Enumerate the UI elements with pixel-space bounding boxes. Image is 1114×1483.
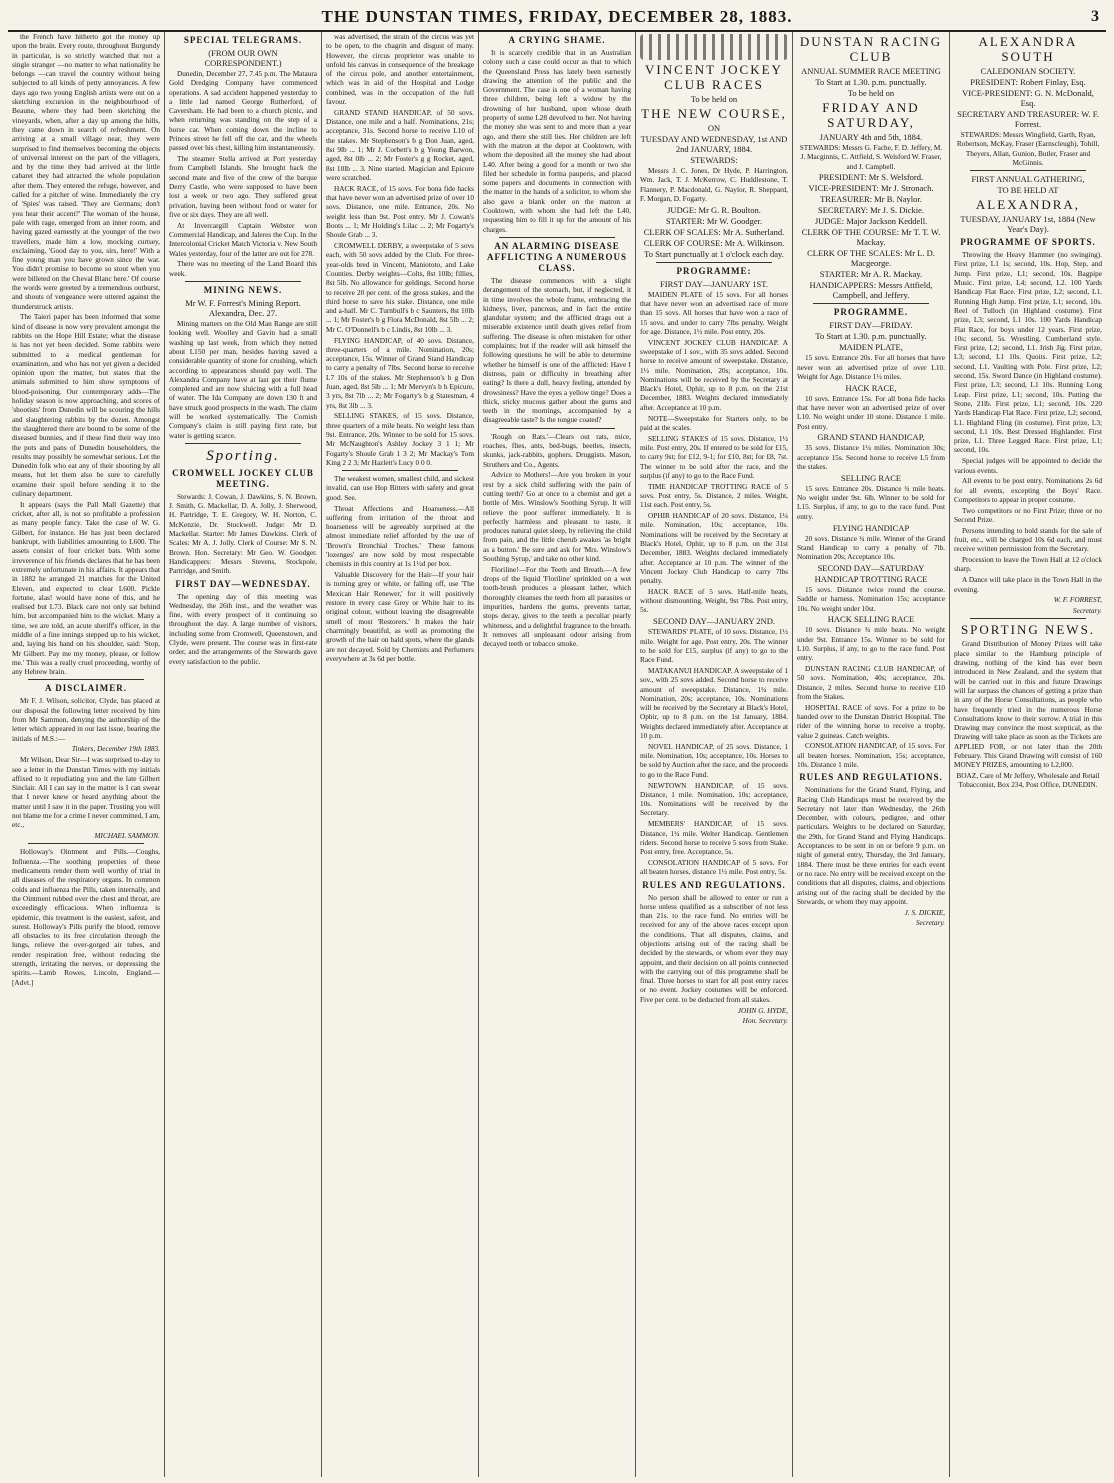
divider <box>499 237 615 238</box>
column-3 <box>322 32 479 1477</box>
ad-line: TUESDAY, JANUARY 1st, 1884 (New Year's Day). <box>960 214 1096 235</box>
address: BOAZ, Care of Mr Jeffery, Wholesale and Retail Tobacconist, Box 234, Post Office, DUNEDIN. <box>956 771 1100 790</box>
section-heading: CROMWELL JOCKEY CLUB MEETING. <box>172 467 314 489</box>
official: STARTER: Mr A. R. Mackay. <box>819 269 923 280</box>
advertisement: Holloway's Ointment and Pills.—Coughs, Influenza.—The soothing properties of these medicaments render them well worthy of trial in all diseases of the respiratory organs. In common colds and influenza the Pills, taken internally, and the Ointment rubbed over the chest and throat, are exceedingly efficacious. When influenza is epidemic, this treatment is the easiest, safest, and surest. Holloway's Pills purify the blood, remove all obstacles to its free circulation through the lungs, relieve the over-gorged air tubes, and render respiration free, without reducing the strength, irritating the nerves, or depressing the spirits.—Lamb Rowes, Lincoln, England.—[Advt.] <box>12 847 160 987</box>
day-heading: SECOND DAY—JANUARY 2ND. <box>653 616 775 627</box>
advertisement: The weakest women, smallest child, and sickest invalid, can use Hop Bitters with safety and great good. See. <box>326 474 474 502</box>
ad-line: THE NEW COURSE, <box>641 106 787 121</box>
official: CLERK OF THE COURSE: Mr T. T. W. Mackay. <box>801 227 941 248</box>
ad-line: JANUARY 4th and 5th, 1884. <box>819 132 923 142</box>
columns <box>8 32 1106 1477</box>
sporting-news-title: SPORTING NEWS. <box>960 622 1096 638</box>
divider <box>970 618 1086 619</box>
masthead-title: THE DUNSTAN TIMES, FRIDAY, DECEMBER 28, 1883. <box>321 7 793 26</box>
section-heading: SPECIAL TELEGRAMS. <box>183 35 303 45</box>
advertisement: Throat Affections and Hoarseness.—All suffering from irritation of the throat and hoarseness will be agreeably surprised at the almost immediate relief afforded by the use of 'Brown's Bronchial Troches.' These famous 'lozenges' are now sold by most respectable chemists in this country at 1s 1½d per box. <box>326 503 474 569</box>
race-entry: VINCENT JOCKEY CLUB HANDICAP. A sweepstake of 1 sov., with 35 sovs added. Second horse to receive amount of sweepstake. Distance, 1½ mile. Nomination, 20s; acceptance, 10s. Nominations will be received by the Secretary at Black's Hotel, Ophir, up to 8 p.m. on the 21st December, 1883. Weights declared immediately after. Acceptance at 10 p.m. <box>640 337 788 412</box>
column-2 <box>165 32 322 1477</box>
official: CLERK OF SCALES: Mr A. Sutherland. <box>643 226 785 237</box>
race-entry: NOVEL HANDICAP, of 25 sovs. Distance, 1 mile. Nomination, 10s; acceptance, 10s. Horses to be sold by Auction after the race, and the proceeds to go to the Race Fund. <box>640 741 788 779</box>
article-paragraph: Mining matters on the Old Man Range are still looking well. Woolley and Gavin had a small washing up last week, from which they netted about L150 per man, besides having saved a considerable quantity of stone for crushing, which according to appearances should pay well. The Alexandra Company have at last got their flume completed and are now sluicing with a full head of water. The Ida Company are down 130 ft and have struck good prospects in the wash. The claim will be worked systematically. The Cornish Company's claim is still paying first rate, but water is getting scarce. <box>169 319 317 440</box>
programme-heading: PROGRAMME: <box>676 265 752 276</box>
article-paragraph: It is scarcely credible that in an Australian colony such a case could occur as that to which the Queensland Press has lately been earnestly drawing the attention of the public and the Government. The case is one of a woman having three children, being left a widow by the drowning of her husband, upon whose death property of some L28 devolved to her. Not having the money she was sent to and more than a year ago, and there she still lies. Her children are left with the matron at the depot at Cooktown, with whom the deposited all the money she had about L40. After being a good for a month or two she filed her schedule in forma pauperis, and placed some papers and documents in connection with the matter in the hands of a solicitor, to whom she also gave a blank order on the matron at Cooktown, with whom she had left the L40, requesting him to fill it up for the amount of his charges. <box>483 48 631 234</box>
official: JUDGE: Major Jackson Keddell. <box>814 216 928 227</box>
divider <box>970 170 1086 171</box>
divider <box>342 470 458 471</box>
ad-paragraph: Special judges will be appointed to decide the various events. <box>954 456 1102 475</box>
race-title: FLYING HANDICAP <box>832 522 910 533</box>
race-entry: MAIDEN PLATE of 15 sovs. For all horses that have never won an advertised race of more than 15 sovs. All horses that have won a race of 15 sovs. and under to carry 7lbs penalty. Weight for age. Distance, 1½ mile. Post entry, 20s. <box>640 289 788 336</box>
programme-list: Throwing the Heavy Hammer (no swinging). First prize, L1 1s; second, 10s. Hop, Step, and Jump. First prize, L1; second, 10s. Bagpipe Music. First prize, L4; second, L2. 100 Yards Handicap Flat Race. First prize, L2; second, L1. Running High Jump. First prize, L1; second, 10s. Reel of Tulloch (in Highland costume). First prize, L3; second, L1 10s. 100 Yards Handicap Flat Race, for boys under 12 years. First prize, 10s; second, 5s. Wrestling, Cumberland style. First prize, L2; second, L1. Irish Jig. First prize, L3; second, L1 10s. Quoits. First prize, L2; second, L1. Vaulting with Pole. First prize, L2; second, 15s. Sword Dance (in Highland costume). First prize, L3; second, L1 10s. Running Long Leap. First prize, L1; second, 10s. Putting the Stone, 21lb. First prize, L1; second, 10s. 220 Yards Handicap Flat Race. First prize, L2; second, L1. Highland Fling (in costume). First prize, L3; second, L1 10s. Best Dressed Highlander. First prize, L1. Three Legged Race. First prize, L1; second, 10s. <box>954 250 1102 455</box>
advertisement: Valuable Discovery for the Hair—If your hair is turning grey or white, or falling off, use 'The Mexican Hair Renewer,' for it will positively restore in every case Grey or White hair to its original colour, without leaving the disagreeable smell of most 'Restorers.' It makes the hair charmingly beautiful, as well as promoting the growth of the hair on bald spots, where the glands are not decayed. Sold by Chemists and Perfumers everywhere at 3s 6d per bottle. <box>326 570 474 663</box>
race-result: CROMWELL DERBY, a sweepstake of 5 sovs each, with 50 sovs added by the Club. For three-year-olds bred in Vincent, Maniototo, and Lake Counties. Derby weights—Colts, 8st 10lb; fillies, 8st 5lb. No allowance for geldings. Second horse to receive 20 per cent. of the gross stakes, and the third horse to save his stake. Distance, one mile and a-half. Mr C. Turnbull's b c Saunters, 8st 10lb ... 1; Mr Foster's b g Flora McDonald, 8st 5lb ... 2; Mr C. O'Donnell's b c Lindis, 8st 10lb ... 3. <box>326 241 474 334</box>
column-4 <box>479 32 636 1477</box>
article-paragraph: The Taieri paper has been informed that some kind of disease is now very prevalent amongst the rabbits on the Hope Hill Estate; what the disease is has not yet been decided. Some rabbits were submitted to a medical gentleman for examination, and who has not yet given a decided opinion upon the matter, but states that the animals submitted to him show symptoms of blood-poisoning. Our contemporary adds—The holiday season is now approaching, and scores of 'shootists' from Dunedin will be scouring the hills and slaughtering rabbits by the dozen. Amongst the slaughtered there are bound to be some of the diseased bunnies, and if these find their way into the pots and pans of Dunedin householders, the results may possibly be somewhat serious. Let the Dunedin folk who eat any of their shooting by all means, but let them also be sure to carefully examine their spoil before sending it to the culinary department. <box>12 312 160 499</box>
ad-paragraph: Messrs J. C. Jones, Dr Hyde, P. Harrington, Wm. Jack, T. J. McKerrow, C. Huddlestone, T. Flannery, P. Macdonald, G. Naylor, R. Sheppard, F. Morgan, D. Fogarty. <box>640 166 788 203</box>
article-paragraph: There was no meeting of the Land Board this week. <box>169 259 317 278</box>
article-paragraph: Stewards: J. Cowan, J. Dawkins, S. N. Brown, J. Smith, G. Mackellar, D. A. Jolly, J. Sherwood, H. Partridge, T. E. Gregory, W. H. Norton, C. McKenzie, Dr. Stockwell. Judge: Mr D. Mackellar. Starter: Mr James Dawkins. Clerk of Scales: Mr A. J. Jolly. Clerk of Course: Mr S. N. Brown. Hon. Secretary: Mr Geo. W. Goodger. Handicappers: Messrs Stevens, Stockpole, Partridge, and Smith. <box>169 491 317 576</box>
race-entry: NOTE—Sweepstake for Starters only, to be paid at the scales. <box>640 413 788 432</box>
divider <box>499 428 615 429</box>
ad-line: STEWARDS: <box>690 155 738 165</box>
race-entry: MATAKANUI HANDICAP. A sweepstake of 1 sov., with 25 sovs added. Second horse to receive amount of sweepstake. Distance, 1¼ mile. Nomination, 20s; acceptance, 10s. Nominations will be received by the Secretary at Black's Hotel, Ophir, up to 8 p.m. on the 1st January, 1884. Weights declared immediately after. Acceptance at 10 p.m. <box>640 665 788 741</box>
race-entry: OPHIR HANDICAP of 20 sovs. Distance, 1¼ mile. Nomination, 10s; acceptance, 10s. Nominations will be received by the Secretary at Black's Hotel, Ophir, up to 8 p.m. on the 31st December, 1883. Weights declared immediately after. Acceptance at 10 p.m. The winner of the Vincent Jockey Club Handicap to carry 7lbs penalty. <box>640 511 788 586</box>
race-entry: DUNSTAN RACING CLUB HANDICAP, of 50 sovs. Nomination, 40s; acceptance, 20s. Distance, 2 miles. Second horse to receive £10 from the Stakes. <box>797 664 945 701</box>
masthead <box>8 4 1106 32</box>
article-paragraph: Grand Distribution of Money Prizes will take place similar to the Hamburg principle of drawing, nothing of the kind has ever been introduced in New Zealand, and the system that will be carried out in this and future Drawings will far surpass the chances of getting a prize than in any of the Horse Consultations, as people who have frequently tried in the numerous Horse Consultations know to their sorrow. A trial in this Drawing may convince the most sceptical, as the Drawing will take place as soon as the Tickets are APPLIED FOR, or not later than the 20th February. This Grand Drawing will consist of 160 MONEY PRIZES, amounting to L2,000. <box>954 639 1102 770</box>
official: PRESIDENT: Robert Finlay, Esq. <box>970 77 1086 87</box>
race-title: GRAND STAND HANDICAP, <box>817 432 925 443</box>
programme-heading: PROGRAMME. <box>833 307 909 318</box>
advertisement: 'Rough on Rats.'—Clears out rats, mice, roaches, flies, ants, bed-bugs, beetles, insects, skunks, jack-rabbits, gophers. Druggists. Mason, Struthers and Co., Agents. <box>483 431 631 469</box>
caledonian-title: ALEXANDRA SOUTH <box>978 34 1078 64</box>
sporting-heading: Sporting. <box>206 447 280 464</box>
signature-title: Secretary. <box>915 918 945 928</box>
section-heading: FIRST DAY—WEDNESDAY. <box>175 578 311 589</box>
day-heading: SECOND DAY—SATURDAY <box>817 562 925 573</box>
column-7 <box>950 32 1106 1477</box>
article-paragraph: was advertised, the strain of the circus was yet to be open, to the chagrin and disgust of many. However, the circus proprietor was unable to unfold his canvas in consequence of the breakage of the circus pole, and another entertainment, which was in aid of the Hospital and Lodge combined, was in the occupation of the full favour. <box>326 32 474 107</box>
official: CLERK OF THE SCALES: Mr L. D. Macgeorge. <box>807 248 935 269</box>
race-entry: 15 sovs. Distance twice round the course. Saddle or harness. Nomination 15s; acceptance 10s. No weight under 10st. <box>797 584 945 613</box>
ad-paragraph: Two competitors or no First Prize; three or no Second Prize. <box>954 505 1102 524</box>
signature: J. S. DICKIE, <box>904 907 945 917</box>
section-heading: MINING NEWS. <box>203 285 283 296</box>
race-entry: TIME HANDICAP TROTTING RACE of 5 sovs. Post entry, 5s. Distance, 2 miles. Weight, 11st each. Post entry, 5s. <box>640 481 788 510</box>
race-entry: CONSOLATION HANDICAP of 5 sovs. For all beaten horses, distance 1½ mile. Post entry, 5s. <box>640 857 788 877</box>
ad-line: To Start at 1.30. p.m. punctually. <box>815 77 927 87</box>
race-result: GRAND STAND HANDICAP, of 50 sovs. Distance, one mile and a half. Nominations, 21s; acceptance, 31s. Second horse to receive L10 of the stakes. Mr Stephenson's b g Don Juan, aged, 8st 9lb ... 1; Mr J. Corbett's b g Young Barwon, aged, 8st 0lb ... 2; Mr Foster's g g Rocket, aged, 8st 10lb ... 3. Nine started. Magician and Epicure were scratched. <box>326 107 474 182</box>
race-entry: 10 sovs. Distance ¾ mile heats. No weight under 9st. Entrance 15s. Winner to be sold for L10. Surplus, if any, to go to the race fund. Post entry. <box>797 625 945 663</box>
article-paragraph: The steamer Stella arrived at Port yesterday from Campbell Islands. She brought back the second mate and five of the crew of the barque Derry Castle, who were supposed to have been lost a week or two ago. They suffered great privation, having been without food or water for five or six days. They are all well. <box>169 154 317 219</box>
signature-title: Hon. Secretary. <box>742 1016 788 1026</box>
race-result: FLYING HANDICAP, of 40 sovs. Distance, three-quarters of a mile. Nomination, 20s; acceptance, 15s. Winner of Grand Stand Handicap to carry a penalty of 7lbs. Second horse to receive L7 10s of the stakes. Mr Stephenson's b g Don Juan, aged, 8st 5lb ... 1; Mr Mervyn's b h Epicure, 3 yrs, 8st 7lb ... 2; Mr Fogarty's b g Statesman, 4 yrs, 8st 3lb ... 3. <box>326 335 474 410</box>
race-entry: 35 sovs. Distance 1¼ miles. Nomination 30s; acceptance 15s. Second horse to receive L5 from the stakes. <box>797 443 945 472</box>
day-heading: FIRST DAY—FRIDAY. <box>829 320 913 331</box>
race-entry: 20 sovs. Distance ¾ mile. Winner of the Grand Stand Handicap to carry a penalty of 7lb. Nomination 20s; Acceptance 10s. <box>797 533 945 562</box>
rules-text: Nominations for the Grand Stand, Flying, and Racing Club Handicaps must be received by the Secretary not later than Wednesday, the 26th December, with colours, pedigree, and other particulars. Weights to be declared on Saturday, the 29th, for Grand Stand and Flying Handicaps. Acceptances to be sent in on or before 9 p.m. on night of general entry, Thursday, the 3rd January, 1884. There must be three entries for each event or no race. No entry will be received except on the conditions that all disputes, claims, and objections arising out of the racing shall be decided by the Stewards, or whom they may appoint. <box>797 785 945 906</box>
column-1 <box>8 32 165 1477</box>
official: TREASURER: Mr B. Naylor. <box>820 194 922 205</box>
vincent-title: VINCENT JOCKEY CLUB RACES <box>645 62 783 92</box>
divider <box>28 843 144 844</box>
rules-heading: RULES AND REGULATIONS. <box>799 772 943 783</box>
day-heading: FIRST DAY—JANUARY 1ST. <box>660 278 768 289</box>
article-paragraph: the French have hitherto got the money up upon the brain. Every route, throughout Burgundy in particular, is so strictly watched that not a single stranger —no matter to what nationality he belongs —can travel the country without being subjected to all kinds of petty annoyances. A few days ago two young English artists were out on a sketching excursion in the neighbourhood of Beaune, where they had been sketching the vineyards, when, after a day up among the hills, they came down in search of refreshment. On arriving at a small village near, they were surprised to find themselves becoming the objects of universal interest on the part of the villagers, and by the time they had arrived at the little cabaret they had attracted the whole population after them. They entered the refuge, however, and called for a pitcher of wine. Immediately the cry of 'Spies' was raised. 'They are Germans; don't you hear their accent?' The woman of the house, pale with rage, emerged from an inner room, and having gazed earnestly at the younger of the two travellers, made him a low, mocking curtsey, exclaiming, 'Good day to you, sirs, here!' With a fine young man you have grown since the war. You didn't promise to become so stout when you were billeted on the Cheval Blanc here.' Of course the words were greeted by a tremendous outburst, and shouts of vengeance were uttered against the thunderstruck artists. <box>12 32 160 311</box>
advertisement: Advice to Mothers!—Are you broken in your rest by a sick child suffering with the pain of cutting teeth? Go at once to a chemist and get a bottle of Mrs. Winslow's Soothing Syrup. It will relieve the poor sufferer immediately. It is perfectly harmless and pleasant to taste, it produces natural quiet sleep, by relieving the child from pain, and the little cherub awakes 'as bright as a button.' Be sure and ask for 'Mrs. Winslow's Soothing Syrup,' and take no other kind. <box>483 470 631 564</box>
divider <box>185 281 301 282</box>
section-subheading: (FROM OUR OWN CORRESPONDENT.) <box>204 48 282 68</box>
section-subheading: Mr W. F. Forrest's Mining Report. Alexandra, Dec. 27. <box>185 298 301 319</box>
race-entry: MEMBERS' HANDICAP, of 15 sovs. Distance, 1¼ mile. Welter Handicap. Gentlemen riders. Second horse to receive 5 sovs from Stake. Post entry, free. Acceptance, 5s. <box>640 819 788 857</box>
race-result: HACK RACE, of 15 sovs. For bona fide hacks that have never won an advertised prize of over 10 sovs. Distance, one mile. Entrance, 20s. No weight less than 9st. Post entry. Mr J. Cowan's Boots ... 1; Mr Holding's Lilac ... 2; Mr Fogarty's Shoule Grab ... 3. <box>326 183 474 240</box>
race-entry: STEWARDS' PLATE, of 10 sovs. Distance, 1½ mile. Weight for age. Post entry, 20s. The winner to be sold for £15, surplus (if any) to go to the Race Fund. <box>640 627 788 665</box>
ad-line: ALEXANDRA, <box>975 197 1081 213</box>
ad-line: To be held on <box>847 88 895 98</box>
official: PRESIDENT: Mr S. Welsford. <box>818 172 924 183</box>
official: SECRETARY: Mr J. S. Dickie. <box>818 205 924 216</box>
racehorse-illustration <box>640 34 788 60</box>
section-heading: A DISCLAIMER. <box>44 683 127 694</box>
ad-line: FIRST ANNUAL GATHERING, <box>971 174 1085 185</box>
divider <box>813 303 929 304</box>
official: CLERK OF COURSE: Mr A. Wilkinson. <box>643 237 785 248</box>
ad-line: To be held on <box>690 94 738 104</box>
article-paragraph: It appears (says the Pall Mall Gazette) that cricket, after all, is not so profitable a profession as many people fancy. Take the case of W. G. Gilbert, for instance. He has just been declared bankrupt, with liabilities amounting to L600. The assets consist of four cricket bats. With some irreverence of his friends declares that he has been extremely unfortunate in his affairs. It appears that in 1882 he arranged 21 matches for the United Eleven, and expected to clear L600. Pickle fortune, alas! would have none of this, and he realised but L73. Black care not only sat behind him, but accompanied him to the wicket. Many a time, we are told, an acute sheriff's officer, in the middle of a fine innings stepped up to his wicket, and, laying his hand on his shoulder, said: 'Stop, Mr Gilbert. Pay me my money, please, or follow me.' This was a really cruel proceeding, worthy of any Hebrew brain. <box>12 499 160 677</box>
letter-signature: MICHAEL SAMMON. <box>94 831 160 841</box>
ad-paragraph: STEWARDS: Messrs G. Fache, F. D. Jeffery, M. J. Macginnis, C. Attfield, S. Welsford W. Fraser, and J. Campbell. <box>799 143 943 171</box>
rules-text: No person shall be allowed to enter or run a horse unless qualified as a subscriber of not less than 21s. to the race fund. No entries will be received for any of the above races except upon the conditions, That all disputes, claims, and objections arising out of the racing shall be decided by the stewards, or whom ever they may appoint, and their decision on all points connected with the carrying out of this programme shall be final. Three horses to start for all post entry races or no event. Jockey costumes will be enforced. Five per cent. to be deducted from all stakes. <box>640 892 788 1004</box>
signature: JOHN G. HYDE, <box>737 1005 788 1015</box>
race-title: HACK RACE, <box>845 382 897 393</box>
race-entry: NEWTOWN HANDICAP, of 15 sovs. Distance, 1 mile. Nomination, 10s; acceptance, 10s. Nominations will be received by the Secretary. <box>640 780 788 818</box>
article-paragraph: The disease commences with a slight derangement of the stomach, but, if neglected, it in time involves the whole frame, embracing the kidneys, liver, pancreas, and in fact the entire glandular system; and the afflicted drags out a miserable existence until death gives relief from suffering. The disease is often mistaken for other complaints; but if the reader will ask himself the following questions he will be able to determine whether he himself is one of the afflicted: Have I distress, pain or difficulty in breathing after eating? Is there a dull, heavy feeling, attended by drowsiness? Have the eyes a yellow tinge? Does a thick, sticky mucous gather about the gums and teeth in the mornings, accompanied by a disagreeable taste? Is the tongue coated? <box>483 275 631 425</box>
section-heading: A CRYING SHAME. <box>508 35 606 45</box>
official: STARTER: Mr W. Goodger. <box>665 215 763 226</box>
article-paragraph: Mr F. J. Wilson, solicitor, Clyde, has placed at our disposal the following letter received by him from Mr Sammon, denying the authorship of the letter which appeared in our last issue, bearing the initials of M.S.:— <box>12 696 160 743</box>
ad-line: ON <box>707 123 721 133</box>
column-5 <box>636 32 793 1477</box>
start-note: To Start punctually at 1 o'clock each day. <box>644 248 784 259</box>
official: JUDGE: Mr G. R. Boulton. <box>667 204 761 215</box>
ad-line: ANNUAL SUMMER RACE MEETING <box>801 66 941 76</box>
advertisement: Floriline!—For the Teeth and Breath.—A few drops of the liquid 'Floriline' sprinkled on a wet tooth-brush produces a pleasant lather, which thoroughly cleanses the teeth from all parasites or impurities, hardens the gums, prevents tartar, stops decay, gives to the teeth a peculiar pearly whiteness, and a delightful fragrance to the breath. It removes all unpleasant odour arising from decayed teeth or tobacco smoke. <box>483 564 631 649</box>
race-entry: HACK RACE of 5 sovs. Half-mile heats, without dismounting. Weight, 9st 7lbs. Post entry, 5s. <box>640 586 788 615</box>
signature: W. F. FORREST, <box>1053 595 1102 605</box>
divider <box>656 262 772 263</box>
letter-place: Tinkers, December 19th 1883. <box>71 744 160 754</box>
ad-line: FRIDAY AND SATURDAY, <box>822 100 920 130</box>
official: HANDICAPPERS: Messrs Attfield, Campbell, and Jeffery. <box>809 280 933 301</box>
official: SECRETARY AND TREASURER: W. F. Forrest. <box>957 109 1099 129</box>
race-title: HACK SELLING RACE <box>827 614 915 625</box>
page-number: 3 <box>1091 8 1100 25</box>
column-6 <box>793 32 950 1477</box>
article-paragraph: Dunedin, December 27, 7.45 p.m. The Mataura Gold Dredging Company have commenced operations. A sad accident happened yesterday to a little lad named George Rutherford, of Caversham. He had been to a church picnic, and when returning was standing on the step of a horse car. When coming down the incline to Princes street he fell off the car, and the wheels passed over his chest, killing him instantaneously. <box>169 69 317 153</box>
rules-heading: RULES AND REGULATIONS. <box>642 879 786 890</box>
programme-heading: PROGRAMME OF SPORTS. <box>960 237 1096 248</box>
official: VICE-PRESIDENT: Mr J. Stronach. <box>808 183 934 194</box>
section-heading: AN ALARMING DISEASE AFFLICTING A NUMEROUS CLASS. <box>486 240 627 273</box>
ad-paragraph: All events to be post entry. Nominations 2s 6d for all events, excepting the Boys' Race. Competitors to appear in proper costume. <box>954 476 1102 504</box>
ad-paragraph: Persons intending to hold stands for the sale of fruit, etc., will be charged 10s 6d each, and must receive written permission from the Secretary. <box>954 525 1102 554</box>
ad-line: TO BE HELD AT <box>997 185 1059 196</box>
official: VICE-PRESIDENT: G. N. McDonald, Esq. <box>962 88 1094 108</box>
race-result: SELLING STAKES, of 15 sovs. Distance, three quarters of a mile heats. No weight less than 9st. Entrance, 20s. Winner to be sold for 15 sovs. Mr McNaughton's Ashley Jockey 3 1 1; Mr Fogarty's Shoule Grab 1 3 2; Mr Mackay's Tom King 2 2 3; Mr Hazlett's Lucy 0 0 0. <box>326 411 474 467</box>
race-title: MAIDEN PLATE, <box>839 342 903 353</box>
article-paragraph: The opening day of this meeting was Wednesday, the 26th inst., and the weather was fine, with every prospect of it continuing so throughout the day. A large number of visitors, including some from Cromwell, Queenstown, and Clyde, were present. The course was in first-rate order, and the arrangements of the Stewards gave every satisfaction to the public. <box>169 591 317 666</box>
race-entry: CONSOLATION HANDICAP, of 15 sovs. For all beaten horses. Nomination, 15s; acceptance, 10s. Distance 1 mile. <box>797 741 945 769</box>
ad-paragraph: A Dance will take place in the Town Hall in the evening. <box>954 575 1102 594</box>
ad-paragraph: Procession to leave the Town Hall at 12 o'clock sharp. <box>954 555 1102 574</box>
dunstan-title: DUNSTAN RACING CLUB <box>799 34 943 64</box>
ad-line: CALEDONIAN SOCIETY. <box>980 66 1076 76</box>
race-entry: 15 sovs. Entrance 20s. For all horses that have never won an advertised prize of over L10. Weight for Age. Distance 1½ miles. <box>797 353 945 381</box>
race-entry: SELLING STAKES of 15 sovs. Distance, 1½ mile. Post entry, 20s. If entered to be sold for £15, to carry 9st; for £12, 9-1; for £10, 8st; for £8, 7st. The winner to be sold after the race, and the surplus (if any) to go to the Race Fund. <box>640 433 788 480</box>
article-paragraph: Mr Wilson, Dear Sir—I was surprised to-day to see a letter in the Dunstan Times with my initials affixed to it repudiating you and the late Gilbert Sinclair. All I can say in the matter is I can swear that I never knew or heard anything about the matter until I saw it in the paper. Trusting you will not blame me for a crime I never committed, I am, etc., <box>12 755 160 830</box>
article-paragraph: At Invercargill Captain Webster won Commercial Handicap, and Jaleres the Cup. In the Intercolonial Cricket Match Victoria v. New South Wales yesterday, four of the latter are out for 278. <box>169 220 317 258</box>
race-entry: HOSPITAL RACE of sovs. For a prize to be handed over to the Dunstan District Hospital. The rider of the winning horse to receive a trophy, value 2 guineas. Catch weights. <box>797 702 945 740</box>
race-entry: 10 sovs. Entrance 15s. For all bona fide hacks that have never won an advertised prize of over L10. No weight under 10 stone. Distance 1 mile. Post entry. <box>797 393 945 431</box>
divider <box>28 679 144 680</box>
divider <box>185 443 301 444</box>
race-title: HANDICAP TROTTING RACE <box>814 573 928 584</box>
race-entry: 15 sovs. Entrance 20s. Distance ¾ mile heats. No weight under 9st. 6lb. Winner to be sold for L15. Surplus, if any, to go to the race fund. Post entry. <box>797 483 945 521</box>
signature-title: Secretary. <box>1072 606 1102 616</box>
ad-paragraph: STEWARDS: Messrs Wingfield, Garth, Ryan, Robertson, McKay, Fraser (Earnscleugh), Tohill, Theyers, Allan, Gunion, Butler, Fraser and McGinnis. <box>956 130 1100 167</box>
race-title: SELLING RACE <box>840 472 902 483</box>
ad-line: To Start at 1.30. p.m. punctually. <box>815 331 927 342</box>
ad-line: TUESDAY AND WEDNESDAY, 1st AND 2nd JANUARY, 1884. <box>640 134 788 154</box>
